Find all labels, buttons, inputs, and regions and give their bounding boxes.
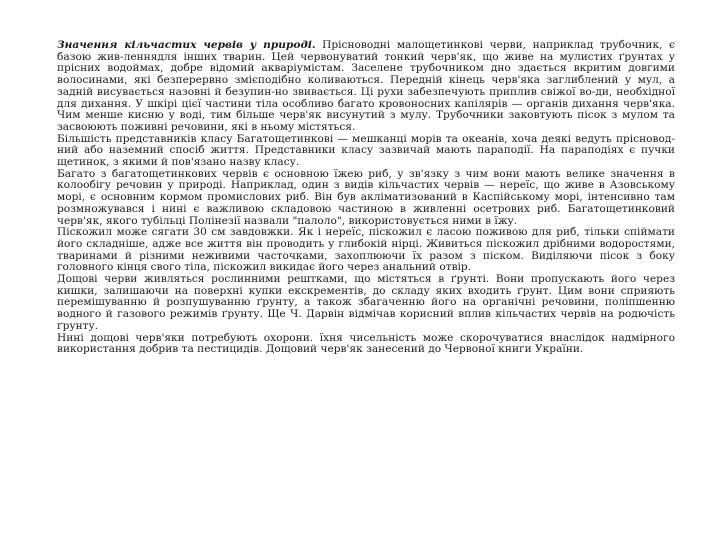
paragraph-lugworm [57, 227, 675, 274]
paragraph-text: Дощові черви живляться рослинними рештками, що містяться в ґрунті. Вони пропускають його через кишки, залишаючи на поверхні купки екскрементів, до складу яких входить ґрунт. Цим вони сприяють перемішуванню й розпушуванню ґрунту, а також збагаченню його на органічні речовини, поліпшенню водного й газового режимів ґрунту. Ще Ч. Дарвін відмічав корисний вплив кільчастих червів на родючість ґрунту. [57, 273, 675, 332]
paragraph-text: Прісноводні малощетинкові черви, наприклад трубочник, є базою жив-леннядля інших тварин. Цей червонуватий тонкий черв'як, що живе на мулистих ґрунтах у прісних водоймах, добре відомий акваріумістам. Заселене трубочником дно здається вкритим довгими волосинами, які безперервно змієподібно коливаються. Передній кінець черв'яка заглиблений у мул, а задній висувається назовні й безупин-но звивається. Ці рухи забезпечують приплив свіжої во-ди, необхідної для дихання. У шкірі цієї частини тіла особливо багато кровоносних капілярів — органів дихання черв'яка. Чим менше кисню у воді, тим більше черв'як висунутий з мулу. Трубочники заковтують пісок з мулом та засвоюють поживні речовини, які в ньому містяться. [57, 39, 675, 133]
document-body [57, 40, 675, 356]
paragraph-text: Більшість представників класу Багатощетинкові — мешканці морів та океанів, хоча деякі ведуть прісновод-ний або наземний спосіб життя. Представники класу зазвичай мають параподії. На параподіях є пучки щетинок, з якими й пов'язано назву класу. [57, 132, 675, 169]
paragraph-polychaetes [57, 134, 675, 169]
section-heading: Значення кільчастих червів у природі. [57, 39, 316, 51]
paragraph-earthworms [57, 274, 675, 333]
paragraph-protection [57, 333, 675, 356]
paragraph-text: Багато з багатощетинкових червів є основною їжею риб, у зв'язку з чим вони мають велике значення в колообігу речовин у природі. Наприклад, один з видів кільчастих червів — нереїс, що живе в Азовському морі, є основним кормом промислових риб. Він був акліматизований в Каспійському морі, інтенсивно там розмножувався і нині є важливою складовою частиною в живленні осетрових риб. Багатощетинковий черв'як, якого тубільці Полінезії назвали "палоло", використовується ними в їжу. [57, 167, 675, 227]
paragraph-text: Піскожил може сягати 30 см завдовжки. Як і нереїс, піскожил є ласою поживою для риб, тільки спіймати його складніше, адже все життя він проводить у глибокій нірці. Живиться піскожил дрібними водоростями, тваринами й різними неживими часточками, захоплюючи їх разом з піском. Виділяючи пісок з боку головного кінця свого тіла, піскожил викидає його через анальний отвір. [57, 226, 675, 274]
paragraph-text: Нині дощові черв'яки потребують охорони. їхня чисельність може скорочуватися внаслідок надмірного використання добрив та пестицидів. Дощовий черв'як занесений до Червоної книги України. [57, 331, 675, 356]
paragraph-annelid-importance [57, 40, 675, 134]
paragraph-fish-food [57, 169, 675, 228]
